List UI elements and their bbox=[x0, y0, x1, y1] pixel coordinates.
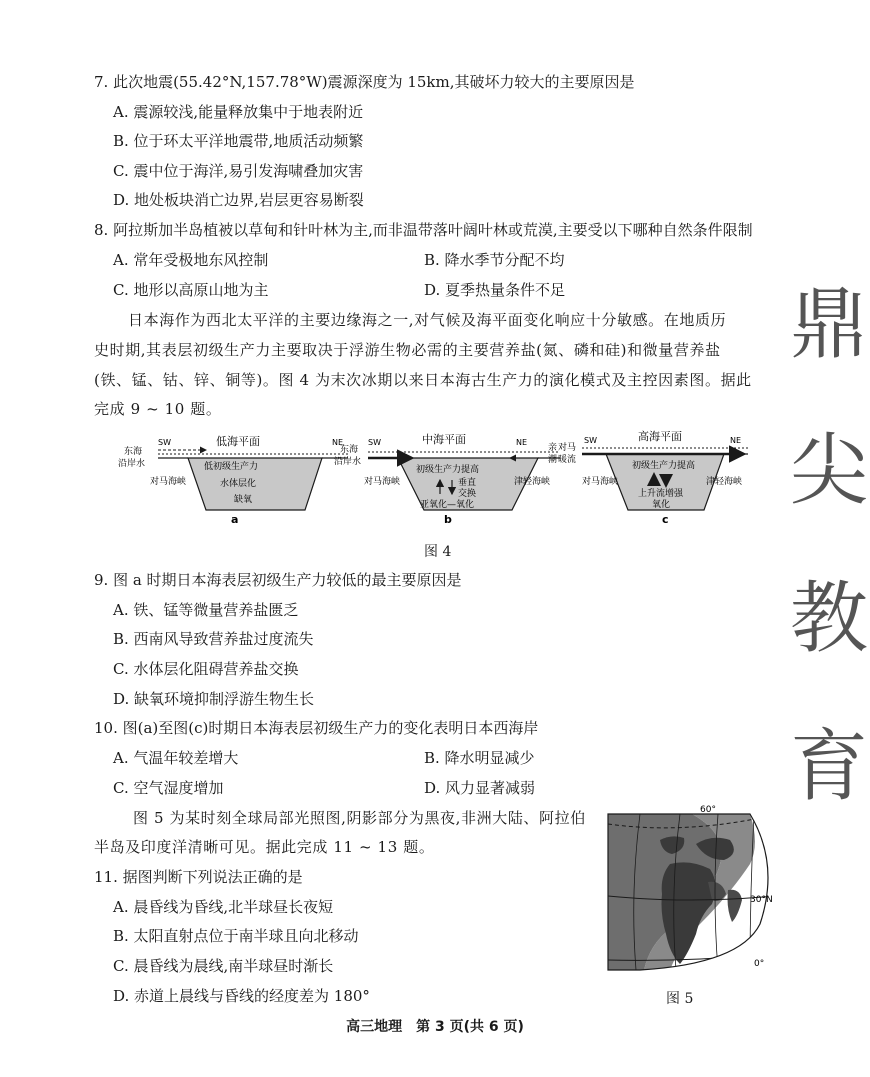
q10-option-a: A. 气温年较差增大 bbox=[113, 749, 239, 767]
fig4-c-strait-left: 对马海峡 bbox=[582, 477, 619, 487]
fig4-c-left2: 暖流 bbox=[558, 455, 577, 465]
page-footer: 高三地理 第 3 页(共 6 页) bbox=[346, 1019, 524, 1035]
q7-option-b: B. 位于环太平洋地震带,地质活动频繁 bbox=[113, 132, 364, 150]
fig4-b-left1: 东海 bbox=[340, 445, 359, 455]
watermark-char-1: 鼎 bbox=[790, 280, 869, 370]
q11-option-b: B. 太阳直射点位于南半球且向北移动 bbox=[113, 927, 359, 945]
q11-option-d: D. 赤道上晨线与昏线的经度差为 180° bbox=[113, 987, 370, 1005]
fig4-panel-b bbox=[334, 432, 560, 526]
fig5-lat-60: 60° bbox=[700, 805, 716, 815]
fig4-c-label: c bbox=[662, 513, 669, 526]
fig4-panel-c bbox=[558, 429, 748, 526]
fig4-c-ne: NE bbox=[730, 436, 742, 445]
q9-option-d: D. 缺氧环境抑制浮游生物生长 bbox=[113, 690, 315, 708]
fig4-a-ne: NE bbox=[332, 438, 344, 447]
fig4-b-strait-left: 对马海峡 bbox=[364, 477, 401, 487]
fig4-a-strait-left: 对马海峡 bbox=[150, 477, 187, 487]
passage1-line-4: 完成 9 ~ 10 题。 bbox=[94, 400, 222, 418]
fig4-b-bottom: 亚氧化—氧化 bbox=[420, 500, 475, 510]
fig4-b-mix2: 交换 bbox=[458, 489, 477, 499]
fig4-b-sw: SW bbox=[368, 438, 381, 447]
q9-option-c: C. 水体层化阻碍营养盐交换 bbox=[113, 660, 299, 678]
fig4-a-title: 低海平面 bbox=[216, 435, 260, 448]
figure-5-caption: 图 5 bbox=[666, 991, 694, 1007]
watermark-char-2: 尖 bbox=[790, 426, 869, 516]
q7-option-d: D. 地处板块消亡边界,岩层更容易断裂 bbox=[113, 191, 364, 209]
passage1-line-2: 史时期,其表层初级生产力主要取决于浮游生物必需的主要营养盐(氮、磷和硅)和微量营养盐 bbox=[94, 341, 721, 359]
passage2-line-2: 半岛及印度洋清晰可见。据此完成 11 ~ 13 题。 bbox=[94, 838, 435, 856]
fig4-c-strait-right: 津轻海峡 bbox=[706, 477, 743, 487]
fig4-b-title: 中海平面 bbox=[422, 433, 466, 446]
fig4-c-left1: 对马 bbox=[558, 443, 577, 453]
q9-option-b: B. 西南风导致营养盐过度流失 bbox=[113, 630, 314, 648]
q8-option-d: D. 夏季热量条件不足 bbox=[424, 281, 566, 299]
fig4-b-label: b bbox=[444, 513, 452, 526]
q7-stem: 7. 此次地震(55.42°N,157.78°W)震源深度为 15km,其破坏力较大的主要原因是 bbox=[94, 73, 635, 91]
q10-option-b: B. 降水明显减少 bbox=[424, 749, 535, 767]
q11-option-a: A. 晨昏线为昏线,北半球昼长夜短 bbox=[113, 898, 334, 916]
fig4-c-up: 上升流增强 bbox=[638, 489, 684, 499]
fig4-a-label: a bbox=[231, 513, 239, 526]
watermark-char-4: 育 bbox=[790, 722, 869, 812]
q9-stem: 9. 图 a 时期日本海表层初级生产力较低的最主要原因是 bbox=[94, 571, 462, 589]
fig4-b-prod: 初级生产力提高 bbox=[416, 465, 480, 475]
fig4-b-right1: 亲 bbox=[548, 443, 558, 453]
fig4-a-left1: 东海 bbox=[124, 447, 143, 457]
q8-option-b: B. 降水季节分配不均 bbox=[424, 251, 565, 269]
q11-stem: 11. 据图判断下列说法正确的是 bbox=[94, 868, 303, 886]
fig4-a-inner1: 水体层化 bbox=[220, 479, 257, 489]
q10-option-d: D. 风力显著减弱 bbox=[424, 779, 536, 797]
fig4-b-ne: NE bbox=[516, 438, 528, 447]
watermark-char-3: 教 bbox=[790, 574, 869, 664]
passage1-line-1: 日本海作为西北太平洋的主要边缘海之一,对气候及海平面变化响应十分敏感。在地质历 bbox=[128, 311, 727, 329]
fig4-a-sw: SW bbox=[158, 438, 171, 447]
fig4-a-left2: 沿岸水 bbox=[118, 459, 146, 469]
passage1-line-3: (铁、锰、钴、锌、铜等)。图 4 为末次冰期以来日本海古生产力的演化模式及主控因素图。据此 bbox=[94, 371, 752, 389]
fig4-b-right2: 潮 bbox=[548, 455, 558, 465]
fig4-panel-a bbox=[118, 434, 348, 526]
fig4-c-sw: SW bbox=[584, 436, 597, 445]
figure-4-caption: 图 4 bbox=[424, 544, 452, 560]
q8-stem: 8. 阿拉斯加半岛植被以草甸和针叶林为主,而非温带落叶阔叶林或荒漠,主要受以下哪种自然条件限制 bbox=[94, 221, 753, 239]
fig4-b-strait-right: 津轻海峡 bbox=[514, 477, 551, 487]
figure-4 bbox=[100, 428, 765, 528]
fig4-c-title: 高海平面 bbox=[638, 430, 682, 443]
fig4-c-prod: 初级生产力提高 bbox=[632, 461, 696, 471]
fig4-a-prod: 低初级生产力 bbox=[204, 462, 259, 472]
fig4-c-ox: 氧化 bbox=[652, 500, 671, 510]
q8-option-c: C. 地形以高原山地为主 bbox=[113, 281, 269, 299]
q7-option-a: A. 震源较浅,能量释放集中于地表附近 bbox=[113, 103, 364, 121]
fig5-lat-30: 30°N bbox=[750, 895, 773, 905]
q10-option-c: C. 空气湿度增加 bbox=[113, 779, 224, 797]
q7-option-c: C. 震中位于海洋,易引发海啸叠加灾害 bbox=[113, 162, 364, 180]
q11-option-c: C. 晨昏线为晨线,南半球昼时渐长 bbox=[113, 957, 334, 975]
q8-option-a: A. 常年受极地东风控制 bbox=[113, 251, 269, 269]
fig4-a-inner2: 缺氧 bbox=[234, 495, 253, 505]
fig5-lat-0: 0° bbox=[754, 959, 765, 969]
q10-stem: 10. 图(a)至图(c)时期日本海表层初级生产力的变化表明日本西海岸 bbox=[94, 719, 539, 737]
fig4-b-left2: 沿岸水 bbox=[334, 457, 362, 467]
figure-5-globe bbox=[600, 804, 785, 979]
passage2-line-1: 图 5 为某时刻全球局部光照图,阴影部分为黑夜,非洲大陆、阿拉伯 bbox=[133, 809, 586, 827]
q9-option-a: A. 铁、锰等微量营养盐匮乏 bbox=[113, 601, 299, 619]
fig4-b-mix1: 垂直 bbox=[458, 478, 477, 488]
